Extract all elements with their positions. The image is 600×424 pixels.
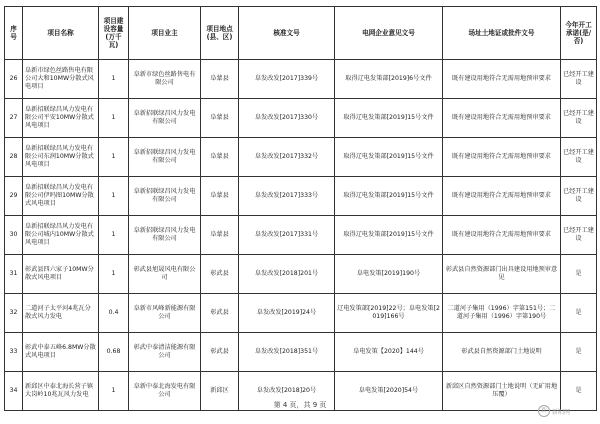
project-table [4,6,597,411]
cell-project-name: 新邱区中泰北海长营子镇大岗岭10兆瓦风力发电 [23,372,99,411]
cell-county: 阜蒙县 [201,177,239,216]
cell-grid: 阜电发策【2020】144号 [335,333,443,372]
cell-owner: 阜新市绿色丝路售电有限公司 [129,60,201,99]
table-row [5,333,597,372]
cell-capacity: 1 [99,372,129,411]
cell-no: 34 [5,372,23,411]
table-row [5,177,597,216]
table-row [5,255,597,294]
header-owner: 项目业主 [129,7,201,60]
cell-county: 新邱区 [201,372,239,411]
cell-capacity: 1 [99,60,129,99]
header-grid: 电网企业意见文号 [335,7,443,60]
cell-county: 阜蒙县 [201,138,239,177]
header-approval: 核准文号 [239,7,335,60]
cell-approval: 阜发改发[2017]332号 [239,138,335,177]
cell-capacity: 1 [99,138,129,177]
watermark-logo-icon: 新 [538,405,550,417]
cell-capacity: 1 [99,255,129,294]
cell-county: 阜蒙县 [201,60,239,99]
cell-commit: 是 [561,372,597,411]
cell-capacity: 1 [99,177,129,216]
cell-no: 28 [5,138,23,177]
header-name: 项目名称 [23,7,99,60]
cell-county: 彰武县 [201,255,239,294]
cell-owner: 阜新市风峰新能源有限公司 [129,294,201,333]
cell-grid: 辽电发策部[2019]22号；阜电发策[2019]166号 [335,294,443,333]
cell-project-name: 阜新市绿色丝路售电有限公司大和10MW分散式风电项目 [23,60,99,99]
cell-commit: 已经开工建设 [561,60,597,99]
cell-land: 既有建设用地符合无需用地预审要求 [443,177,561,216]
cell-approval: 阜发改发[2019]24号 [239,294,335,333]
cell-grid: 取得辽电发策部[2019]15号文件 [335,138,443,177]
cell-land: 既有建设用地符合无需用地预审要求 [443,60,561,99]
cell-no: 33 [5,333,23,372]
cell-approval: 阜发改发[2018]201号 [239,255,335,294]
cell-no: 27 [5,99,23,138]
cell-grid: 取得辽电发策部[2019]15号文件 [335,177,443,216]
cell-approval: 阜发改发[2017]330号 [239,99,335,138]
cell-land: 既有建设用地符合无需用地预审要求 [443,216,561,255]
cell-approval: 阜发改发[2017]331号 [239,216,335,255]
table-row [5,138,597,177]
cell-approval: 阜发改发[2018]351号 [239,333,335,372]
cell-owner: 彰武中泰清洁能源有限公司 [129,333,201,372]
cell-project-name: 阜新招联绿昌风力发电有限公司东润10MW分散式风电项目 [23,138,99,177]
cell-no: 32 [5,294,23,333]
header-no: 序号 [5,7,23,60]
table-body [5,60,597,411]
table-row [5,216,597,255]
table-header-row [5,7,597,60]
table-row [5,99,597,138]
cell-grid: 取得辽电发策部[2019]15号文件 [335,216,443,255]
cell-capacity: 1 [99,216,129,255]
cell-capacity: 0.4 [99,294,129,333]
cell-owner: 阜新招联绿昌风力发电有限公司 [129,216,201,255]
cell-owner: 阜新招联绿昌风力发电有限公司 [129,138,201,177]
cell-owner: 阜新中泰北海发电有限公司 [129,372,201,411]
cell-no: 26 [5,60,23,99]
cell-commit: 已经开工建设 [561,216,597,255]
cell-project-name: 彰武县四六家子10MW分散式风电项目 [23,255,99,294]
cell-commit: 是 [561,294,597,333]
cell-commit: 已经开工建设 [561,99,597,138]
cell-grid: 阜电发策[2019]190号 [335,255,443,294]
header-land: 场址土地证或批件文号 [443,7,561,60]
cell-project-name: 彰武中泰五峰6.8MW分散式风电项目 [23,333,99,372]
cell-land: 彰武县自然资源部门出具建设用地预审意见 [443,255,561,294]
cell-capacity: 0.68 [99,333,129,372]
cell-county: 阜蒙县 [201,99,239,138]
cell-owner: 阜新招联绿昌风力发电有限公司 [129,99,201,138]
cell-approval: 阜发改发[2017]339号 [239,60,335,99]
header-commit: 今年开工承诺(是/否) [561,7,597,60]
cell-land: 既有建设用地符合无需用地预审要求 [443,99,561,138]
cell-grid: 取得辽电发策部[2019]15号文件 [335,99,443,138]
header-capacity: 项目建设容量(万千瓦) [99,7,129,60]
cell-county: 彰武县 [201,333,239,372]
cell-commit: 已经开工建设 [561,138,597,177]
cell-owner: 阜新招联绿昌风力发电有限公司 [129,177,201,216]
cell-no: 30 [5,216,23,255]
cell-land: 二道河子集用（1996）字第151号；二道河子集用（1996）字第190号 [443,294,561,333]
cell-land: 彰武县自然资源部门土地说明 [443,333,561,372]
cell-approval: 阜发改发[2018]20号 [239,372,335,411]
cell-owner: 彰武县旭晟风电有限公司 [129,255,201,294]
cell-commit: 是 [561,255,597,294]
cell-approval: 阜发改发[2017]333号 [239,177,335,216]
cell-county: 阜蒙县 [201,216,239,255]
table-row [5,60,597,99]
cell-project-name: 二道河子太平河4兆瓦分散式风力发电 [23,294,99,333]
cell-commit: 是 [561,333,597,372]
cell-grid: 取得辽电发策部[2019]6号文件 [335,60,443,99]
cell-no: 31 [5,255,23,294]
cell-commit: 已经开工建设 [561,177,597,216]
cell-grid: 阜电发策[2020]54号 [335,372,443,411]
page-footer: 第 4 页，共 9 页 [273,401,327,409]
cell-project-name: 阜新招联绿昌风力发电有限公司城内10MW分散式风电项目 [23,216,99,255]
cell-county: 彰武县 [201,294,239,333]
cell-capacity: 1 [99,99,129,138]
watermark [538,404,590,418]
header-county: 项目地点(县、区) [201,7,239,60]
watermark-text: 新阳网 [552,408,571,416]
cell-no: 29 [5,177,23,216]
cell-land: 新邱区自然资源部门土地说明（无矿用地压覆） [443,372,561,411]
cell-project-name: 阜新招联绿昌风力发电有限公司平安10MW分散式风电项目 [23,99,99,138]
cell-land: 既有建设用地符合无需用地预审要求 [443,138,561,177]
cell-project-name: 阜新招联绿昌风力发电有限公司伊吗图10MW分散式风电项目 [23,177,99,216]
table-row [5,294,597,333]
